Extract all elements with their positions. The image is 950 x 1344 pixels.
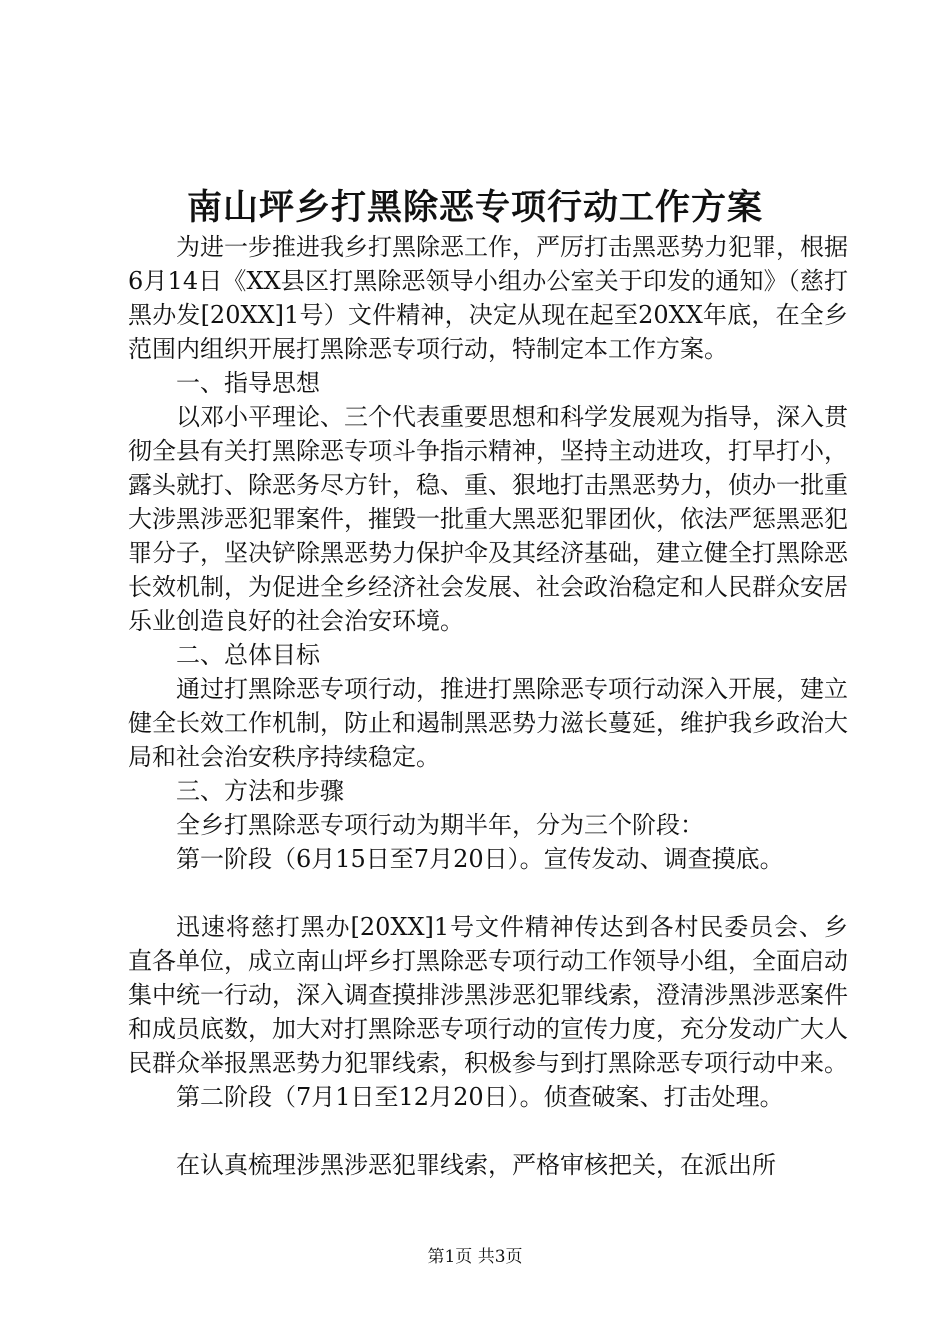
document-body	[128, 230, 848, 1182]
paragraph-guiding-ideology: 以邓小平理论、三个代表重要思想和科学发展观为指导，深入贯彻全县有关打黑除恶专项斗争指示精神，坚持主动进攻，打早打小，露头就打、除恶务尽方针，稳、重、狠地打击黑恶势力，侦办一批重大涉黑涉恶犯罪案件，摧毁一批重大黑恶犯罪团伙，依法严惩黑恶犯罪分子，坚决铲除黑恶势力保护伞及其经济基础，建立健全打黑除恶长效机制，为促进全乡经济社会发展、社会政治稳定和人民群众安居乐业创造良好的社会治安环境。	[128, 403, 848, 635]
paragraph-spacer	[128, 876, 848, 910]
section-heading-guiding-ideology: 一、指导思想	[176, 369, 320, 397]
paragraph-stage-two: 在认真梳理涉黑涉恶犯罪线索，严格审核把关，在派出所	[176, 1151, 776, 1179]
stage-one-heading: 第一阶段（6月15日至7月20日）。宣传发动、调查摸底。	[176, 845, 784, 873]
page-number-footer: 第1页 共3页	[427, 1247, 523, 1267]
paragraph-intro: 为进一步推进我乡打黑除恶工作，严厉打击黑恶势力犯罪，根据6月14日《XX县区打黑除恶领导小组办公室关于印发的通知》（慈打黑办发[20XX]1号）文件精神，决定从现在起至20XX年底，在全乡范围内组织开展打黑除恶专项行动，特制定本工作方案。	[128, 233, 848, 363]
paragraph-stage-one: 迅速将慈打黑办[20XX]1号文件精神传达到各村民委员会、乡直各单位，成立南山坪乡打黑除恶专项行动工作领导小组，全面启动集中统一行动，深入调查摸排涉黑涉恶犯罪线索，澄清涉黑涉恶案件和成员底数，加大对打黑除恶专项行动的宣传力度，充分发动广大人民群众举报黑恶势力犯罪线索，积极参与到打黑除恶专项行动中来。	[128, 913, 848, 1077]
section-heading-methods-steps: 三、方法和步骤	[176, 777, 344, 805]
document-title: 南山坪乡打黑除恶专项行动工作方案	[186, 187, 763, 228]
paragraph-overall-goal: 通过打黑除恶专项行动，推进打黑除恶专项行动深入开展，建立健全长效工作机制，防止和遏制黑恶势力滋长蔓延，维护我乡政治大局和社会治安秩序持续稳定。	[128, 675, 848, 771]
stage-two-heading: 第二阶段（7月1日至12月20日）。侦查破案、打击处理。	[176, 1083, 784, 1111]
section-heading-overall-goal: 二、总体目标	[176, 641, 320, 669]
paragraph-spacer	[128, 1114, 848, 1148]
paragraph-period: 全乡打黑除恶专项行动为期半年，分为三个阶段：	[176, 811, 704, 839]
